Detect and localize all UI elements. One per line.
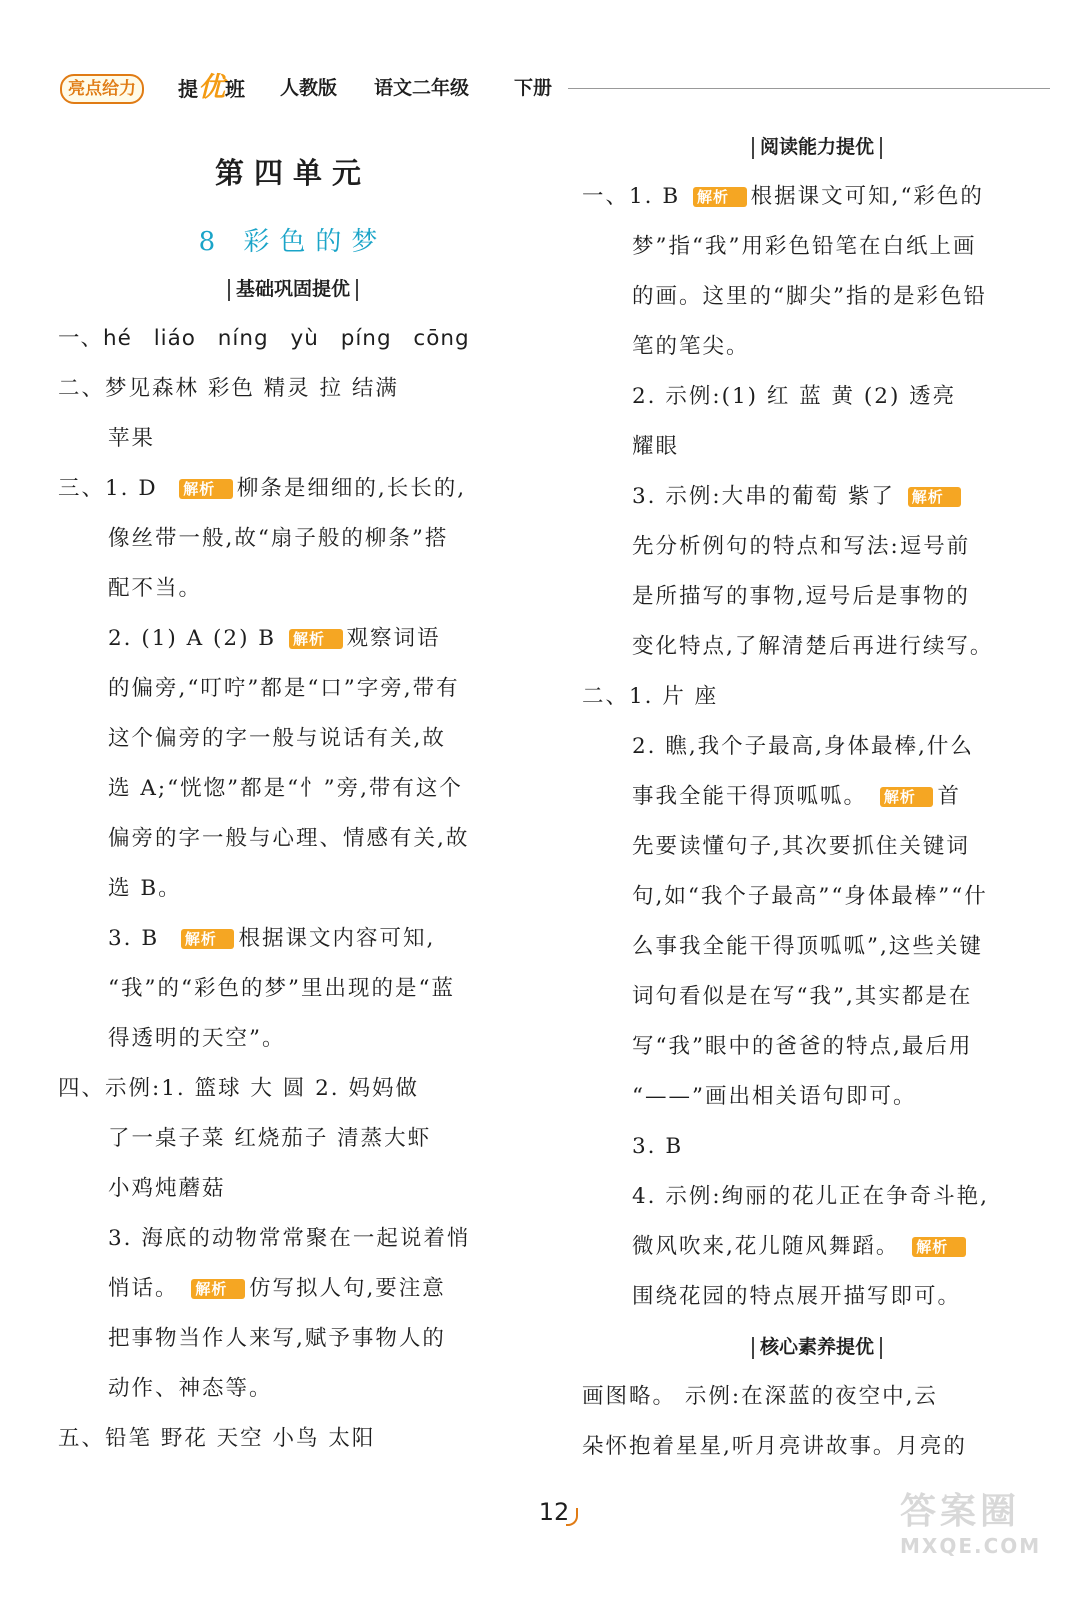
answer-line: “——”画出相关语句即可。	[632, 1084, 917, 1109]
left-column	[58, 128, 528, 1464]
page-number: 12	[524, 1494, 584, 1530]
analysis-tag: 解析 •	[912, 1237, 966, 1257]
analysis-tag: 解析 •	[191, 1279, 245, 1299]
answer-line: 梦”指“我”用彩色铅笔在白纸上画	[632, 234, 977, 259]
answer-line: 微风吹来,花儿随风舞蹈。 解析 •	[582, 1222, 1052, 1272]
answer-line: 画图略。 示例:在深蓝的夜空中,云	[582, 1384, 938, 1409]
answer-line: 先要读懂句子,其次要抓住关键词	[632, 834, 970, 859]
answer-line: 2. 瞧,我个子最高,身体最棒,什么	[632, 734, 974, 759]
answer-line: 事我全能干得顶呱呱。 解析 • 首	[582, 772, 1052, 822]
volume-label: 下册	[514, 77, 553, 99]
watermark-logo: 答案圈 MXQE.COM	[900, 1491, 1042, 1558]
subject-label: 语文二年级	[374, 77, 470, 99]
unit-title: 第四单元	[214, 156, 371, 190]
answer-line: 的画。这里的“脚尖”指的是彩色铅	[632, 284, 987, 309]
answer-line: 3. 海底的动物常常聚在一起说着悄	[108, 1226, 471, 1251]
answer-line: 小鸡炖蘑菇	[108, 1176, 226, 1201]
answer-line: 苹果	[108, 426, 156, 451]
answer-line: 词句看似是在写“我”,其实都是在	[632, 984, 973, 1009]
section-heading-core: 核心素养提优	[582, 1322, 1052, 1372]
brand-post: 班	[225, 77, 245, 101]
answer-line: 二、1. 片 座	[582, 684, 719, 709]
brand-pre: 提	[178, 77, 198, 101]
answer-line: 3. B 解析 • 根据课文内容可知,	[58, 914, 528, 964]
answer-line: 3. 示例:大串的葡萄 紫了 解析 •	[582, 472, 1052, 522]
edition-label: 人教版	[280, 77, 338, 99]
answer-line: 耀眼	[632, 434, 680, 459]
answer-line: 像丝带一般,故“扇子般的柳条”搭	[108, 526, 449, 551]
lesson-title: 8 彩色的梦	[198, 227, 388, 257]
answer-line: 一、hé liáo níng yù píng cōng	[58, 326, 470, 351]
brand-name	[178, 72, 245, 105]
answer-line: 得透明的天空”。	[108, 1026, 286, 1051]
answer-line: 三、1. D 解析 • 柳条是细细的,长长的,	[58, 464, 528, 514]
answer-line: 了一桌子菜 红烧茄子 清蒸大虾	[108, 1126, 432, 1151]
answer-line: 围绕花园的特点展开描写即可。	[632, 1284, 962, 1309]
brand-you: 优	[198, 72, 225, 103]
analysis-tag: 解析 •	[880, 787, 934, 807]
answer-line: 把事物当作人来写,赋予事物人的	[108, 1326, 446, 1351]
header-rule	[568, 88, 1050, 89]
answer-line: 选 A;“恍惚”都是“忄”旁,带有这个	[108, 776, 463, 801]
answer-line: 写“我”眼中的爸爸的特点,最后用	[632, 1034, 973, 1059]
answer-line: 先分析例句的特点和写法:逗号前	[632, 534, 971, 559]
answer-line: 4. 示例:绚丽的花儿正在争奇斗艳,	[632, 1184, 989, 1209]
section-heading-basic: 基础巩固提优	[58, 264, 528, 314]
answer-line: 这个偏旁的字一般与说话有关,故	[108, 726, 446, 751]
analysis-tag: 解析 •	[181, 929, 235, 949]
answer-line: 动作、神态等。	[108, 1376, 273, 1401]
answer-line: 2. 示例:(1) 红 蓝 黄 (2) 透亮	[632, 384, 957, 409]
answer-line: 一、1. B 解析 • 根据课文可知,“彩色的	[582, 172, 1052, 222]
answer-line: 选 B。	[108, 876, 182, 901]
answer-line: 2. (1) A (2) B 解析 • 观察词语	[58, 614, 528, 664]
answer-line: 的偏旁,“叮咛”都是“口”字旁,带有	[108, 676, 460, 701]
answer-line: 配不当。	[108, 576, 203, 601]
answer-line: 四、示例:1. 篮球 大 圆 2. 妈妈做	[58, 1076, 419, 1101]
answer-line: 二、梦见森林 彩色 精灵 拉 结满	[58, 376, 399, 401]
answer-line: 句,如“我个子最高”“身体最棒”“什	[632, 884, 988, 909]
analysis-tag: 解析 •	[693, 187, 747, 207]
answer-line: 变化特点,了解清楚后再进行续写。	[632, 634, 994, 659]
answer-line: 偏旁的字一般与心理、情感有关,故	[108, 826, 470, 851]
right-column	[582, 122, 1052, 1472]
answer-line: 3. B	[632, 1134, 684, 1159]
answer-line: 五、铅笔 野花 天空 小鸟 太阳	[58, 1426, 376, 1451]
answer-line: “我”的“彩色的梦”里出现的是“蓝	[108, 976, 455, 1001]
answer-line: 么事我全能干得顶呱呱”,这些关键	[632, 934, 983, 959]
answer-line: 朵怀抱着星星,听月亮讲故事。月亮的	[582, 1434, 967, 1459]
answer-line: 笔的笔尖。	[632, 334, 750, 359]
analysis-tag: 解析 •	[289, 629, 343, 649]
analysis-tag: 解析 •	[179, 479, 233, 499]
answer-line: 悄话。 解析 • 仿写拟人句,要注意	[58, 1264, 528, 1314]
answer-line: 是所描写的事物,逗号后是事物的	[632, 584, 970, 609]
section-heading-reading: 阅读能力提优	[582, 122, 1052, 172]
analysis-tag: 解析 •	[908, 487, 962, 507]
page-header	[60, 72, 1050, 106]
brand-badge: 亮点给力	[60, 74, 144, 104]
